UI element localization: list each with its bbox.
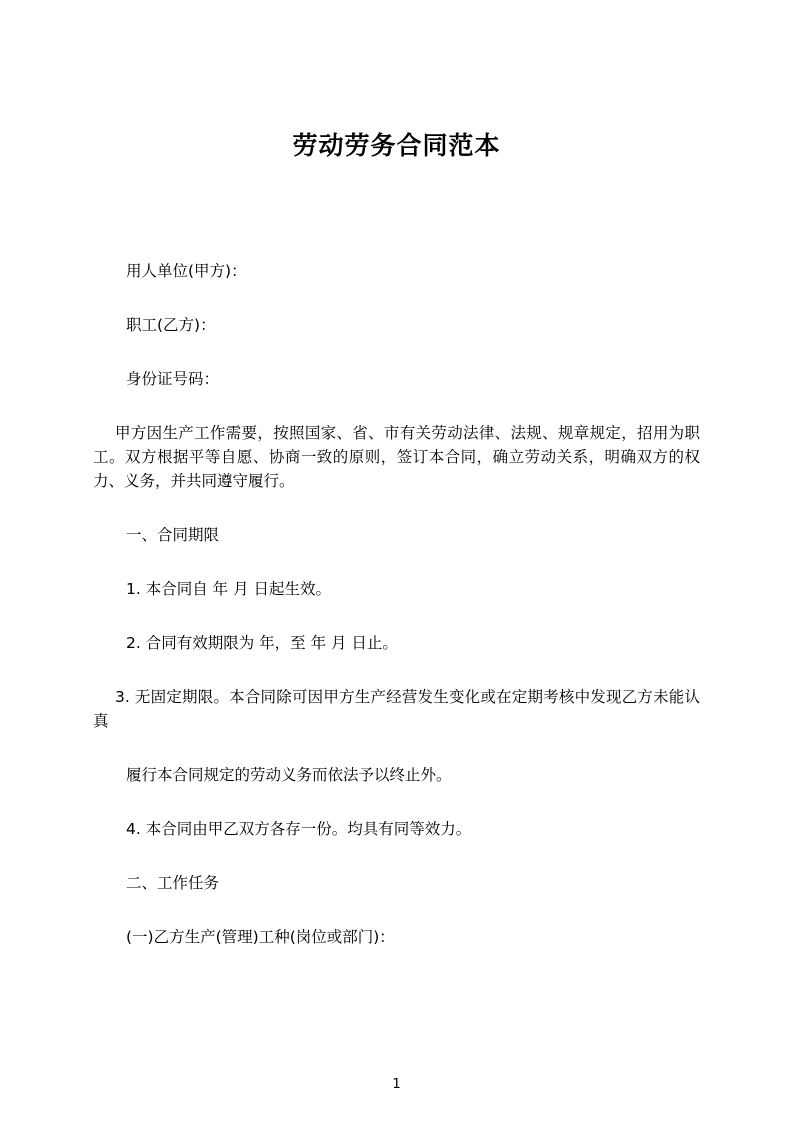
paragraph-employer: 用人单位(甲方)： <box>126 262 247 280</box>
paragraph-employee: 职工(乙方)： <box>126 316 216 335</box>
paragraph-id-number: 身份证号码： <box>126 370 220 389</box>
document-body <box>93 259 700 949</box>
clause-2-1: (一)乙方生产(管理)工种(岗位或部门)： <box>126 928 395 947</box>
clause-1-4: 4. 本合同由甲乙双方各存一份。均具有同等效力。 <box>126 820 472 839</box>
heading-section-1: 一、合同期限 <box>126 526 220 545</box>
page-number: 1 <box>392 1076 401 1092</box>
paragraph-preamble: 甲方因生产工作需要，按照国家、省、市有关劳动法律、法规、规章规定，招用为职工。双方根据平等自愿、协商一致的原则，签订本合同，确立劳动关系，明确双方的权力、义务，并共同遵守履行。 <box>93 424 700 491</box>
page-title: 劳动劳务合同范本 <box>292 131 501 160</box>
heading-section-2: 二、工作任务 <box>126 874 220 893</box>
clause-1-3-continuation: 履行本合同规定的劳动义务而依法予以终止外。 <box>126 766 452 785</box>
clause-1-2: 2. 合同有效期限为 年，至 年 月 日止。 <box>126 634 398 653</box>
clause-1-3: 3. 无固定期限。本合同除可因甲方生产经营发生变化或在定期考核中发现乙方未能认真 <box>93 688 700 731</box>
clause-1-1: 1. 本合同自 年 月 日起生效。 <box>126 580 331 599</box>
